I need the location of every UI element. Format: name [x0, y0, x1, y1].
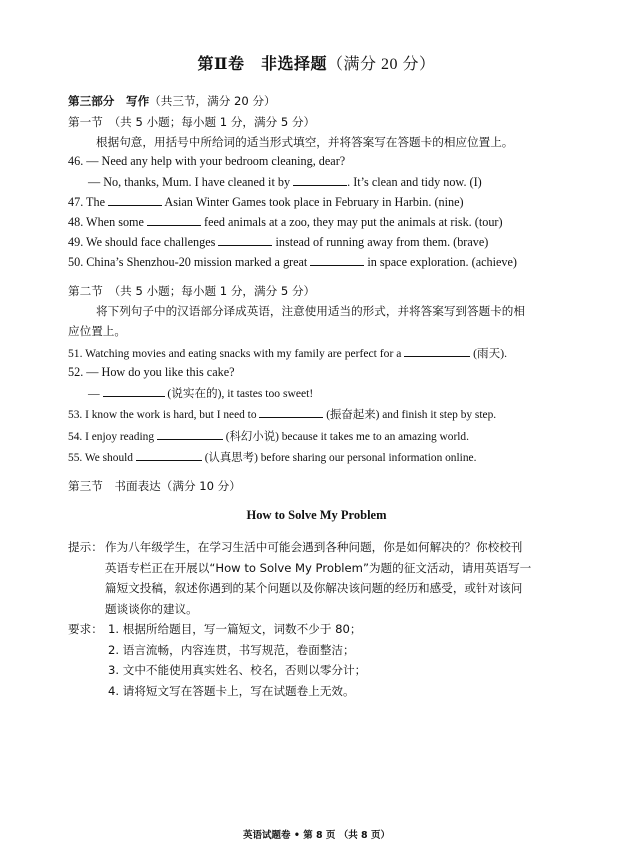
q46-blank — [293, 173, 347, 186]
q54-text-pre: 54. I enjoy reading — [68, 431, 157, 443]
section1-instruction: 根据句意，用括号中所给词的适当形式填空，并将答案写在答题卡的相应位置上。 — [96, 135, 514, 149]
q55-text-post: (认真思考) before sharing our personal information online. — [201, 452, 477, 464]
q48-blank — [147, 213, 201, 226]
essay-title: How to Solve My Problem — [246, 508, 387, 522]
q53-blank — [259, 405, 323, 418]
requirement-item: 2. 语言流畅，内容连贯，书写规范，卷面整洁； — [108, 642, 355, 657]
q46-answer-line — [88, 173, 482, 190]
q54-text-post: (科幻小说) because it takes me to an amazing world. — [222, 431, 469, 443]
q52-question: 52. — How do you like this cake? — [68, 365, 235, 379]
part3-heading-rest: （共三节，满分 20 分） — [149, 94, 276, 108]
q49-text-post: instead of running away from them. (brave) — [272, 235, 489, 249]
q52-answer-line — [88, 384, 313, 402]
tip-line: 英语专栏正在开展以“How to Solve My Problem”为题的征文活动，请用英语写一 — [105, 560, 532, 575]
paper-title-score: （满分 20 分） — [326, 56, 436, 73]
q52-blank — [103, 384, 165, 397]
section2-heading: 第二节 （共 5 小题；每小题 1 分，满分 5 分） — [68, 284, 316, 298]
q50-blank — [310, 253, 364, 266]
q50-text-pre: 50. China’s Shenzhou-20 mission marked a great — [68, 255, 311, 269]
q48 — [68, 213, 503, 230]
q51-blank — [404, 344, 470, 357]
q46-text-post: . It’s clean and tidy now. (I) — [347, 175, 482, 189]
q50 — [68, 253, 517, 270]
paper-title-text: 第Ⅱ卷 非选择题 — [197, 56, 327, 73]
tip-line: 篇短文投稿，叙述你遇到的某个问题以及你解决该问题的经历和感受，或针对该问 — [105, 581, 523, 595]
tip-line: 题谈谈你的建议。 — [105, 601, 198, 616]
tip-label: 提示： — [68, 540, 103, 554]
q51 — [68, 344, 507, 362]
q48-text-post: feed animals at a zoo, they may put the animals at risk. (tour) — [200, 215, 503, 229]
requirements-label: 要求： — [68, 622, 103, 636]
section1-heading: 第一节 （共 5 小题；每小题 1 分，满分 5 分） — [68, 115, 316, 129]
q48-text-pre: 48. When some — [68, 215, 147, 229]
q49 — [68, 233, 488, 250]
q54-blank — [157, 427, 223, 440]
requirements-list — [108, 619, 366, 701]
tip-line: 作为八年级学生，在学习生活中可能会遇到各种问题，你是如何解决的？你校校刊 — [105, 540, 523, 554]
q53-text-pre: 53. I know the work is hard, but I need to — [68, 409, 260, 421]
q52-text-post: (说实在的), it tastes too sweet! — [164, 387, 314, 400]
q50-text-post: in space exploration. (achieve) — [364, 255, 517, 269]
q55-text-pre: 55. We should — [68, 452, 136, 464]
q53 — [68, 405, 496, 423]
section2-instruction-2: 应位置上。 — [68, 324, 126, 338]
part3-heading-bold: 第三部分 写作 — [68, 94, 150, 108]
q47-text-pre: 47. The — [68, 195, 109, 209]
tip-paragraph — [105, 537, 531, 619]
part3-heading — [68, 93, 276, 109]
q52-text-pre: — — [88, 387, 103, 400]
page-footer: 英语试题卷 • 第 8 页 （共 8 页） — [243, 830, 390, 841]
q51-text-pre: 51. Watching movies and eating snacks with my family are perfect for a — [68, 347, 405, 360]
q53-text-post: (振奋起来) and finish it step by step. — [323, 409, 497, 421]
q54 — [68, 427, 469, 445]
q47-text-post: Asian Winter Games took place in February in Harbin. (nine) — [162, 195, 464, 209]
q46-text-pre: — No, thanks, Mum. I have cleaned it by — [88, 175, 294, 189]
requirement-item: 4. 请将短文写在答题卡上，写在试题卷上无效。 — [108, 683, 355, 698]
paper-title — [0, 51, 633, 74]
requirement-item: 3. 文中不能使用真实姓名、校名，否则以零分计； — [108, 663, 367, 677]
section3-heading: 第三节 书面表达（满分 10 分） — [68, 479, 241, 493]
q55 — [68, 448, 476, 466]
requirement-item: 1. 根据所给题目，写一篇短文，词数不少于 80； — [108, 622, 362, 636]
q55-blank — [136, 448, 202, 461]
q49-text-pre: 49. We should face challenges — [68, 235, 219, 249]
q47-blank — [108, 193, 162, 206]
section2-instruction-1: 将下列句子中的汉语部分译成英语，注意使用适当的形式，并将答案写到答题卡的相 — [96, 304, 525, 318]
q51-text-post: (雨天). — [470, 347, 507, 360]
q49-blank — [218, 233, 272, 246]
q47 — [68, 193, 464, 210]
q46-question: 46. — Need any help with your bedroom cleaning, dear? — [68, 154, 346, 168]
